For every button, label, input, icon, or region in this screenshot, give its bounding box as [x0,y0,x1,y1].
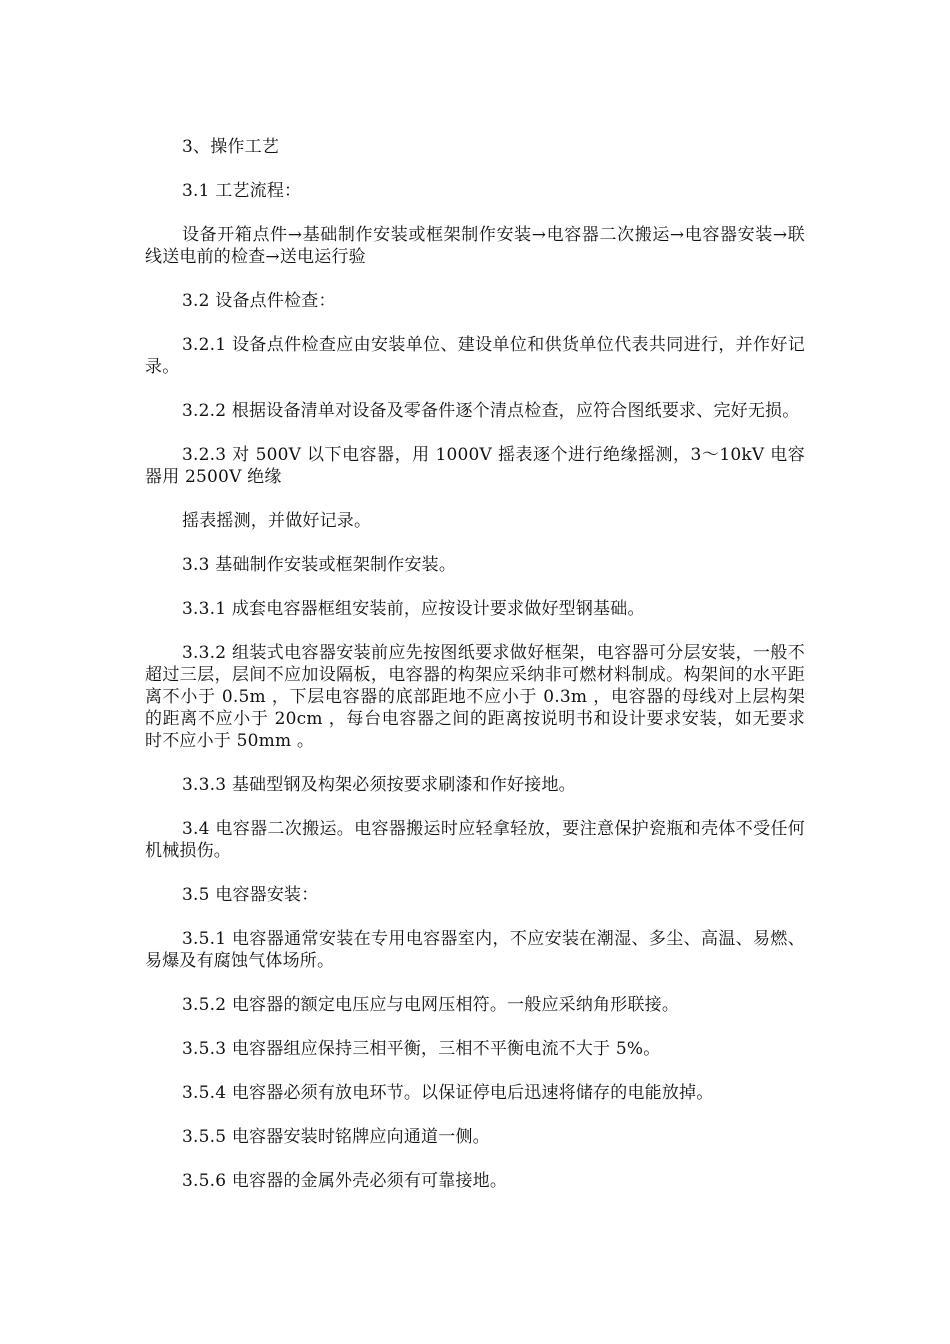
paragraph-3-5-3: 3.5.3 电容器组应保持三相平衡，三相不平衡电流不大于 5%。 [182,1039,661,1059]
paragraph-3-5-5: 3.5.5 电容器安装时铭牌应向通道一侧。 [182,1127,490,1147]
subheading-3-3: 3.3 基础制作安装或框架制作安装。 [182,555,457,575]
paragraph-3-5-2: 3.5.2 电容器的额定电压应与电网压相符。一般应采纳角形联接。 [182,995,680,1015]
subheading-3-2: 3.2 设备点件检查： [182,291,336,311]
document-body [145,136,805,1214]
paragraph-3-2-1: 3.2.1 设备点件检查应由安装单位、建设单位和供货单位代表共同进行，并作好记录。 [145,335,805,377]
subheading-3-1: 3.1 工艺流程： [182,181,302,201]
paragraph-3-4: 3.4 电容器二次搬运。电容器搬运时应轻拿轻放，要注意保护瓷瓶和壳体不受任何机械损伤。 [145,819,805,861]
paragraph-3-3-1: 3.3.1 成套电容器框组安装前，应按设计要求做好型钢基础。 [182,599,645,619]
paragraph-3-2-3-continued: 摇表摇测，并做好记录。 [182,511,372,531]
paragraph-3-5-4: 3.5.4 电容器必须有放电环节。以保证停电后迅速将储存的电能放掉。 [182,1083,714,1103]
paragraph-3-3-2: 3.3.2 组装式电容器安装前应先按图纸要求做好框架，电容器可分层安装，一般不超过三层，层间不应加设隔板，电容器的构架应采纳非可燃材料制成。构架间的水平距离不小于 0.5m ，下层电容器的底部距地不应小于 0.3m ，电容器的母线对上层构架的距离不应小于 20cm ，每台电容器之间的距离按说明书和设计要求安装，如无要求时不应小于 50mm 。 [145,643,805,751]
paragraph-3-2-3: 3.2.3 对 500V 以下电容器，用 1000V 摇表逐个进行绝缘摇测，3～10kV 电容器用 2500V 绝缘 [145,445,805,487]
subheading-3-5: 3.5 电容器安装： [182,885,319,905]
process-flow-text: 设备开箱点件→基础制作安装或框架制作安装→电容器二次搬运→电容器安装→联线送电前的检查→送电运行验 [145,225,805,267]
paragraph-3-2-2: 3.2.2 根据设备清单对设备及零备件逐个清点检查，应符合图纸要求、完好无损。 [182,401,800,421]
paragraph-3-3-3: 3.3.3 基础型钢及构架必须按要求刷漆和作好接地。 [182,775,576,795]
section-heading-3: 3、操作工艺 [182,137,280,157]
paragraph-3-5-1: 3.5.1 电容器通常安装在专用电容器室内，不应安装在潮湿、多尘、高温、易燃、易爆及有腐蚀气体场所。 [145,929,805,971]
paragraph-3-5-6: 3.5.6 电容器的金属外壳必须有可靠接地。 [182,1171,508,1191]
